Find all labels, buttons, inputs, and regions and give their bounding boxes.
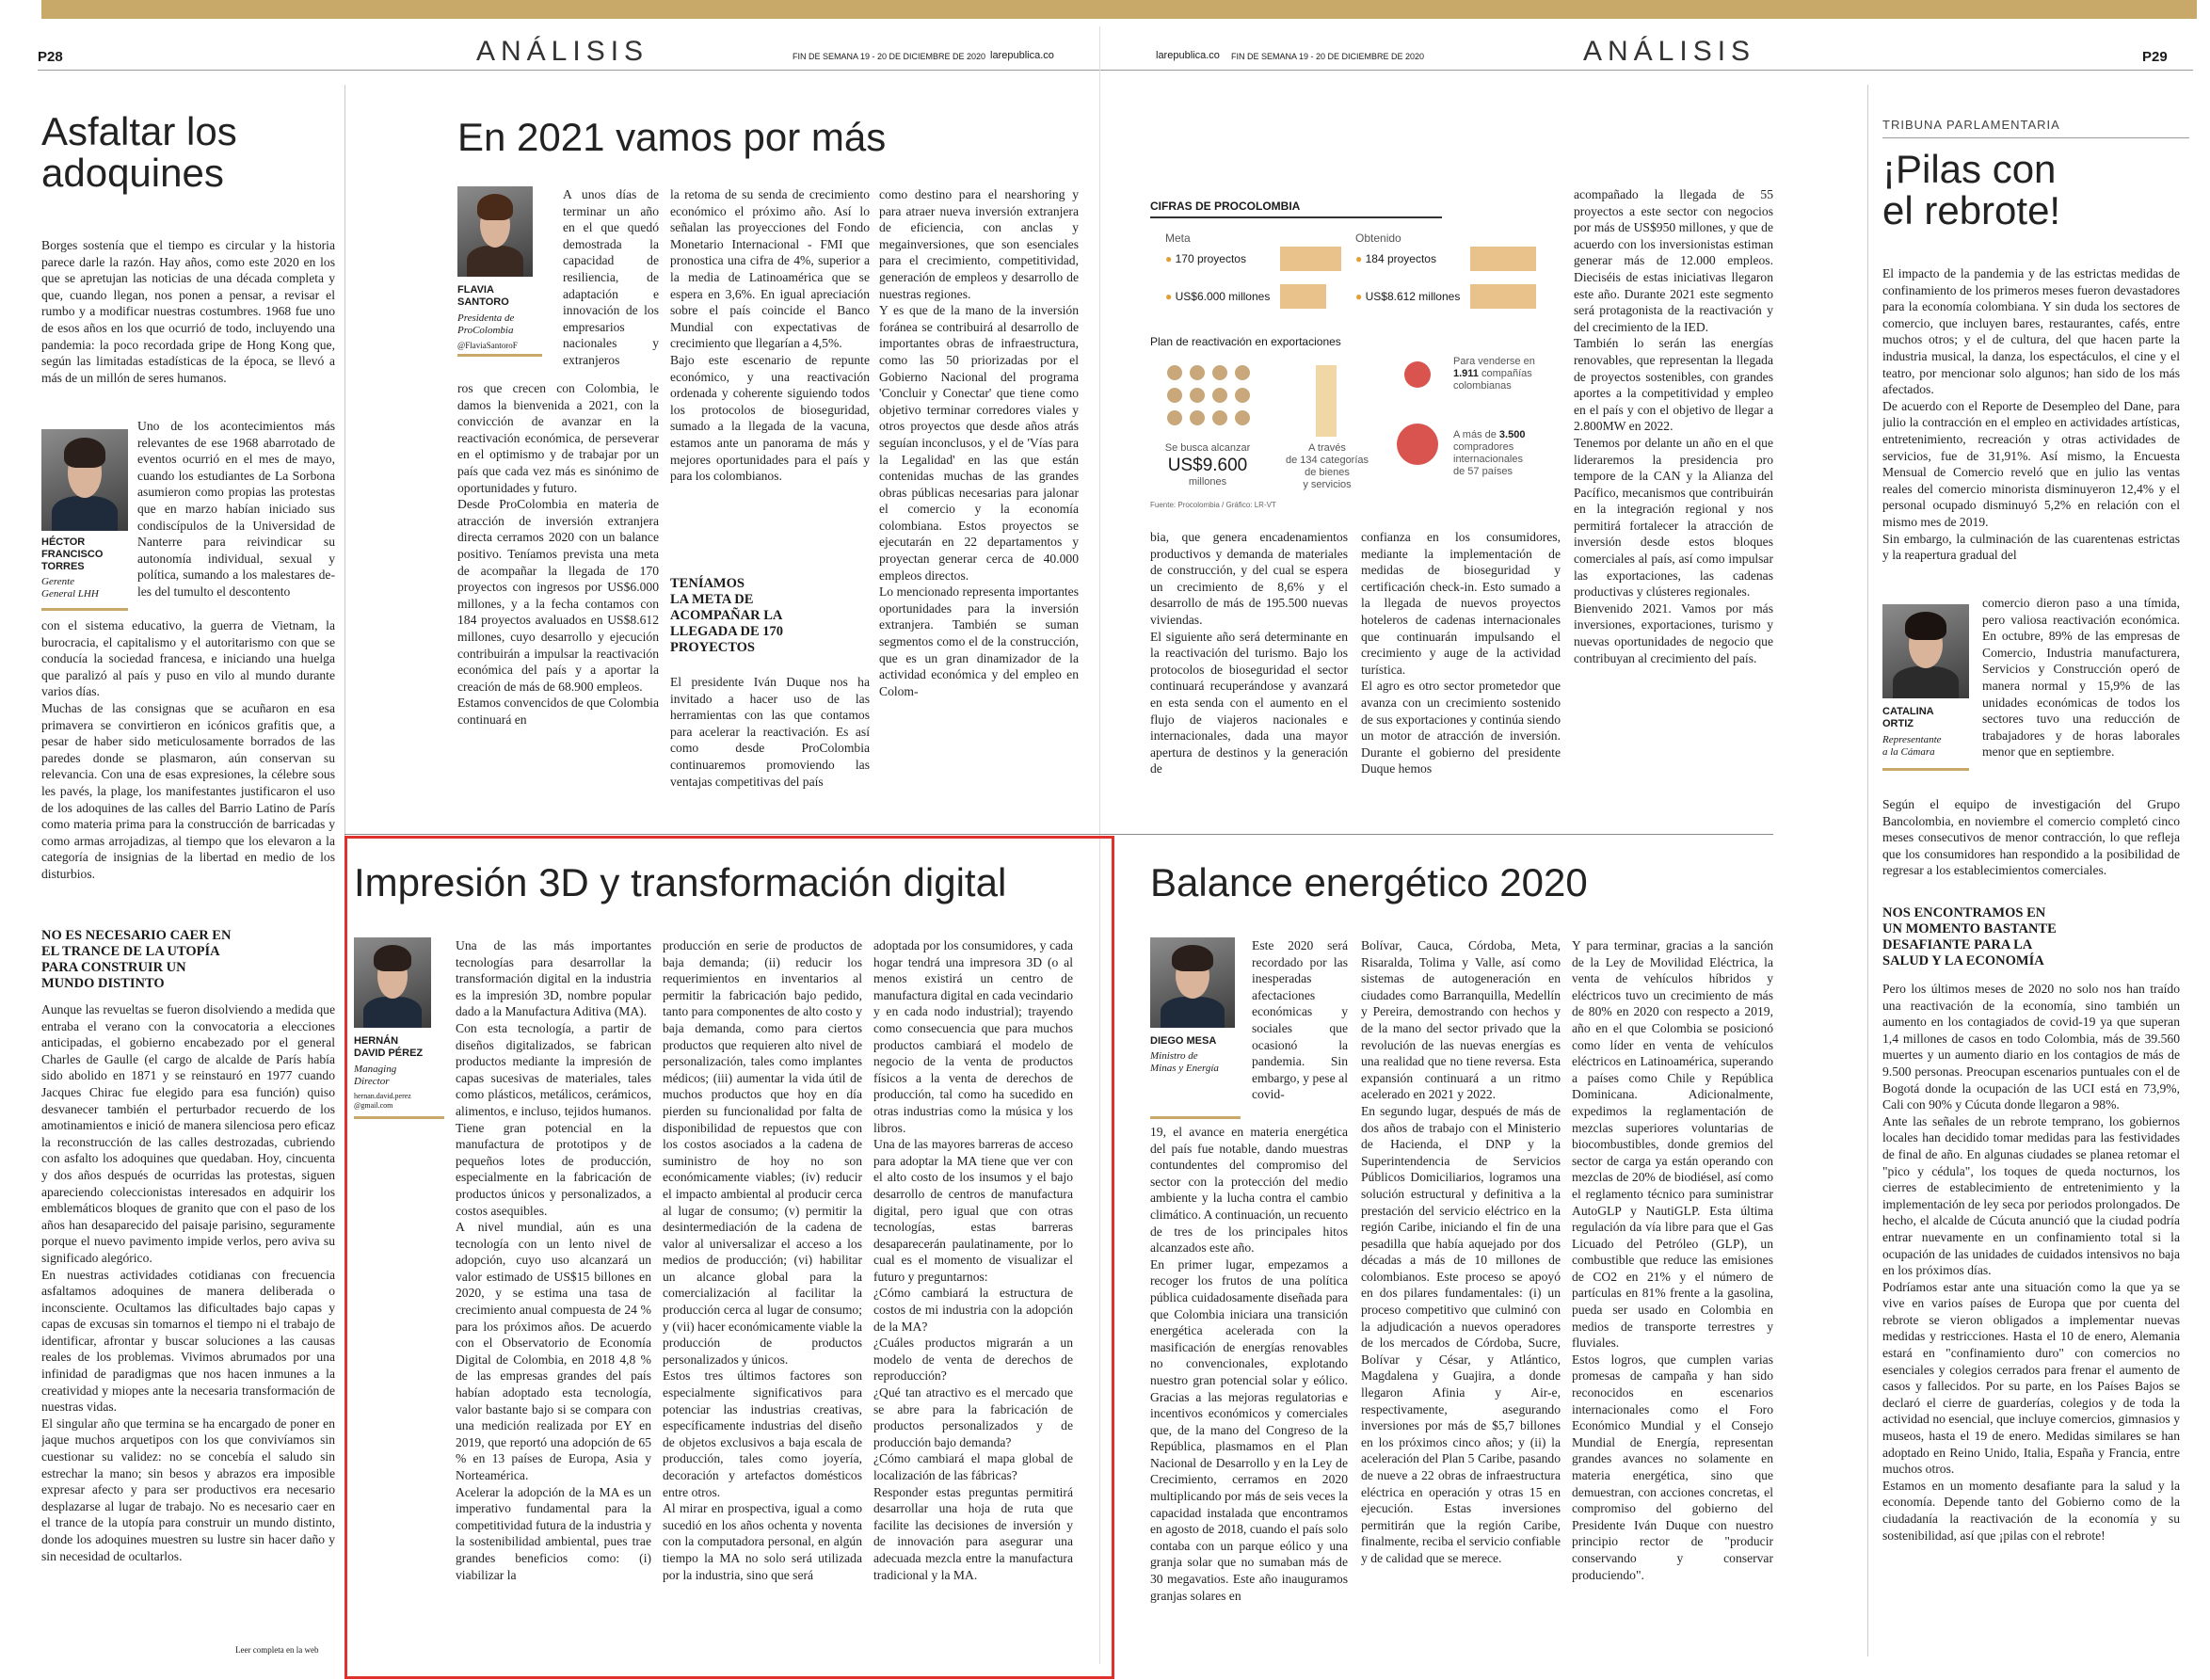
- chart-title-rule: [1150, 216, 1442, 218]
- chart-buyers-dot: [1397, 424, 1438, 465]
- author-rule: [457, 354, 542, 357]
- chart-obt-millones: ● US$8.612 millones: [1355, 290, 1461, 303]
- author-role-hector: Gerente General LHH: [41, 576, 99, 600]
- header-gold-bar: [41, 0, 2197, 19]
- page-number-right: P29: [2142, 49, 2168, 65]
- article-title-pilas: ¡Pilas con el rebrote!: [1882, 147, 2061, 233]
- chart-bar-meta-1: [1280, 284, 1326, 309]
- chart-vender: Para venderse en 1.911 compañías colombianas: [1453, 356, 1535, 392]
- author-name-diego: DIEGO MESA: [1150, 1035, 1217, 1047]
- article-pilas-p3: Según el equipo de investigación del Grupo Bancolombia, en noviembre el comercio completó cinco meses consecutivos de menor contracción, lo que refleja que los consumidores han respondido a la posibilidad de regresar a los establecimientos comerciales.: [1882, 797, 2180, 878]
- coin-icon: [1167, 365, 1182, 380]
- article-pilas-p1: El impacto de la pandemia y de las estrictas medidas de confinamiento de los primeros meses fueron devastadores para la economía colombiana. Y sin duda los sectores de comercio, que incluyen bares, restaurantes, cafés, entre muchos otros; y el de cultura, del que hacen parte la industria musical, la danza, los espectáculos, el cine y el teatro, por mencionar solo algunos; han sido de los más afectados. De acuerdo con el Reporte de Desempleo del Dane, para julio la contracción en el empleo en actividades artísticas, entretenimiento, recreación y otras actividades de servicios, fue de 31,91%. Así mismo, la Encuesta Mensual de Comercio reveló que en julio las ventas reales del comercio minorista disminuyeron 12,4% y el personal ocupado disminuyó 5,2% en relación con el mismo mes de 2019. Sin embargo, la culminación de las cuarentenas estrictas y la reapertura gradual del: [1882, 266, 2180, 563]
- chart-companies-dot: [1404, 361, 1431, 388]
- article-2021-col2: la retoma de su senda de crecimiento económico el próximo año. Así lo señalan las proyecciones del Fondo Monetario Internacional - FMI que pronostica una cifra de 4%, superior a la media de Latinoamérica que se espera en 3,6%. En igual apreciación sobre el país coincide el Banco Mundial con expectativas de crecimiento que llegarían a 4,5%. Bajo este escenario de repunte económico, y una reactivación ordenada y coherente siguiendo todos los protocolos de bioseguridad, sumado a la llegada de la vacuna, estamos ante un panorama de más y mejores oportunidades para el país y para los colombianos.: [670, 187, 870, 484]
- chart-compradores: A más de 3.500 compradores internacionales de 57 países: [1453, 429, 1526, 477]
- section-rule: [344, 834, 1773, 835]
- article-pilas-subhead: NOS ENCONTRAMOS EN UN MOMENTO BASTANTE DESAFIANTE PARA LA SALUD Y LA ECONOMÍA: [1882, 905, 2057, 968]
- author-role-diego: Ministro de Minas y Energía: [1150, 1050, 1219, 1074]
- date-right: FIN DE SEMANA 19 - 20 DE DICIEMBRE DE 2020: [1231, 52, 1425, 61]
- coin-icon: [1235, 388, 1250, 403]
- chart-traves: A través de 134 categorías de bienes y servicios: [1285, 442, 1369, 490]
- author-rule: [1150, 1116, 1241, 1119]
- article-balance-col1: 19, el avance en materia energética del país fue notable, dando muestras contundentes del compromiso del sector con la protección del medio ambiente y la lucha contra el cambio climático. A continuación, un recuento de tres de los principales hitos alcanzados este año. En primer lugar, empezamos a recoger los frutos de una política pública cuidadosamente diseñada para que Colombia iniciara una transición energética acelerada con la masificación de energías renovables no convencionales, explotando nuestro gran potencial solar y eólico. Gracias a las mejoras regulatorias e incentivos económicos y comerciales que, de la mano del Congreso de la República, plasmamos en el Plan Nacional de Desarrollo y en la Ley de Crecimiento, cerramos en 2020 multiplicando por más de seis veces la capacidad instalada que encontramos en agosto de 2018, cuando el país solo contaba con un parque eólico y una granja solar que no sumaban más de 30 megavatios. Este año inauguramos granjas solares en: [1150, 1125, 1348, 1603]
- article-2021-col6: acompañado la llegada de 55 proyectos a este sector con negocios por más de US$950 millones, y que de acuerdo con los inversionistas estiman generar más de 12.000 empleos. Dieciséis de estas iniciativas llegaron este año. Durante 2021 este segmento será protagonista de la reactivación y del crecimiento de la IED. También lo serán las energías renovables, que representan la llegada de proyectos sostenibles, con grandes aportes a la competitividad y empleo en el país y con el objetivo de llegar a 2.800MW en 2022. Tenemos por delante un año en el que lideraremos la presidencia pro tempore de la CAN y la Alianza del Pacífico, mecanismos que contribuirán en la integración regional y nos permitirá fortalecer la atracción de inversión desde estos bloques comerciales al país, así como impulsar las exportaciones, las cadenas productivas y clústeres regionales. Bienvenido 2021. Vamos por más inversiones, exportaciones, turismo y nuevas oportunidades de negocio que contribuyan al crecimiento del país.: [1574, 187, 1773, 665]
- article-balance-col3: Y para terminar, gracias a la sanción de la Ley de Movilidad Eléctrica, la venta de vehículos híbridos y eléctricos tuvo un crecimiento de más de 80% en 2020 con respecto a 2019, año en el que Colombia se posicionó como líder en venta de vehículos eléctricos en Latinoamérica, superando a países como Chile y República Dominicana. Adicionalmente, expedimos la reglamentación de mezclas superiores voluntarias de biocombustibles, donde gremios del sector de carga ya están operando con mezclas de 20% de biodiésel, así como el reglamento técnico para suministrar AutoGLP y NautiGLP. Esta última regulación da vía libre para que el Gas Licuado del Petróleo (GLP), un combustible que reduce las emisiones de CO2 en 21% y el número de partículas en 81% frente a la gasolina, pueda ser usado en Colombia en medios de transporte terrestres y fluviales. Estos logros, que cumplen varias promesas de campaña y han sido reconocidos en escenarios internacionales como el Foro Económico Mundial y el Consejo Mundial de Energía, representan grandes avances no solamente en materia energética, sino que demuestran, con acciones concretas, el compromiso del gobierno del Presidente Iván Duque con nuestro principio rector de "producir conservando y conservar produciendo".: [1572, 938, 1773, 1582]
- author-photo-hector: [41, 429, 128, 531]
- column-divider: [1867, 85, 1868, 1656]
- article-asfaltar-p1: Borges sostenía que el tiempo es circular y la historia parece darle la razón. Hay años, como este 2020 en los que se apretujan las noticias de una década completa y que, cuando llegan, nos ponen a pensar, a revisar el rumbo y a modificar nuestras costumbres. 1968 fue uno de esos años en los que ocurrió de todo, incluyendo una pandemia: la poco recordada gripe de Hong Kong que, según las limitadas estadísticas de la época, se llevó a más de un millón de seres humanos.: [41, 238, 335, 385]
- coin-icon: [1190, 365, 1205, 380]
- author-role-flavia: Presidenta de ProColombia: [457, 312, 515, 336]
- coin-icon: [1190, 388, 1205, 403]
- author-name-catalina: CATALINA ORTIZ: [1882, 706, 1934, 729]
- site-right: larepublica.co: [1156, 50, 1220, 61]
- article-balance-intro: Este 2020 será recordado por las inesperadas afectaciones económicas y sociales que ocasionó la pandemia. Sin embargo, y pese al covid-: [1252, 938, 1348, 1102]
- author-photo-hernan: [354, 937, 431, 1028]
- coin-icon: [1167, 410, 1182, 425]
- chart-meta-millones: ● US$6.000 millones: [1165, 290, 1271, 303]
- chart-obtenido-label: Obtenido: [1355, 232, 1401, 245]
- article-title-3d: Impresión 3D y transformación digital: [354, 860, 1007, 904]
- author-rule: [1882, 768, 1969, 771]
- article-asfaltar-p2: Uno de los acontecimientos más relevantes de ese 1968 abarrotado de eventos ocurrió en el mes de mayo, cuando los estudiantes de La Sorbona asumieron como propias las protestas que en marzo habían iniciado sus condiscípulos de la Universidad de Nanterre para reivindicar su autonomía individual, sexual y política, sumando a los malestares de-les del tumulto el descontento: [137, 419, 335, 599]
- chart-source: Fuente: Procolombia / Gráfico: LR-VT: [1150, 501, 1276, 509]
- author-photo-flavia: [457, 186, 533, 277]
- article-title-2021: En 2021 vamos por más: [457, 115, 887, 159]
- tribuna-rule: [1882, 137, 2189, 138]
- author-handle-flavia: @FlaviaSantoroF: [457, 341, 518, 350]
- chart-title: CIFRAS DE PROCOLOMBIA: [1150, 200, 1301, 213]
- section-title-right: ANÁLISIS: [1583, 36, 1756, 67]
- section-title-left: ANÁLISIS: [476, 36, 649, 67]
- article-2021-col2b: El presidente Iván Duque nos ha invitado a hacer uso de las herramientas con las que contamos para acelerar la reactivación. Es así como desde ProColombia continuaremos promoviendo las ventajas competitivas del país: [670, 675, 870, 789]
- author-rule: [354, 1116, 444, 1119]
- site-left: larepublica.co: [990, 50, 1054, 61]
- author-name-flavia: FLAVIA SANTORO: [457, 284, 509, 308]
- article-3d-col2: producción en serie de productos de baja demanda; (ii) reducir los requerimientos en inventarios al permitir la fabricación bajo pedido, tanto para componentes de alto costo y baja demanda, como para ciertos productos que requieren alto nivel de personalización, tales como implantes médicos; (iii) aumentar la vida útil de muchos productos que hoy en día pierden su funcionalidad por falta de disponibilidad de repuestos que con los costos asociados a la cadena de suministro de hoy no son económicamente viables; (iv) reducir el impacto ambiental al producir cerca al lugar de consumo; (v) permitir la desintermediación de la cadena de valor al universalizar el acceso a los medios de producción; (vi) habilitar un alcance global para la comercialización al facilitar la producción cerca al lugar de consumo; y (vii) hacer económicamente viable la producción de productos personalizados y únicos. Estos tres últimos factores son especialmente significativos para potenciar las industrias creativas, específicamente industrias del diseño de objetos exclusivos a baja escala de producción, tales como joyería, decoración y artefactos domésticos entre otros. Al mirar en prospectiva, igual a como sucedió en los años ochenta y noventa con la computadora personal, en algún tiempo la MA no solo será utilizada por la industria, sino que será: [663, 938, 862, 1582]
- article-title-balance: Balance energético 2020: [1150, 860, 1588, 904]
- article-title-asfaltar: Asfaltar los adoquines: [41, 109, 237, 196]
- chart-meta-proyectos: ● 170 proyectos: [1165, 252, 1246, 265]
- coin-icon: [1167, 388, 1182, 403]
- page-number-left: P28: [38, 49, 63, 65]
- coin-icon: [1212, 410, 1227, 425]
- author-name-hernan: HERNÁN DAVID PÉREZ: [354, 1035, 424, 1059]
- article-3d-col1: Una de las más importantes tecnologías para desarrollar la transformación digital en la industria es la impresión 3D, nombre popular dado a la Manufactura Aditiva (MA). Con esta tecnología, a partir de diseños digitalizados, se fabrican productos mediante la impresión de capas sucesivas de materiales, tales como plásticos, metálicos, cerámicos, alimentos, e incluso, tejidos humanos. Tiene gran potencial en la manufactura de prototipos y de pequeños lotes de producción, especialmente en la fabricación de productos únicos y personalizados, a costos asequibles. A nivel mundial, aún es una tecnología con un lento nivel de adopción, cuyo uso alcanzará un valor estimado de US$15 billones en 2020, y se estima una tasa de crecimiento anual compuesta de 24 % para los próximos años. De acuerdo con el Observatorio de Economía Digital de Colombia, en 2018 4,8 % de las empresas grandes del país habían adoptado esta tecnología, valor bastante bajo si se compara con una medición realizada por EY en 2019, que reportó una adopción de 65 % en 13 países de Europa, Asia y Norteamérica. Acelerar la adopción de la MA es un imperativo fundamental para la competitividad futura de la industria y la sostenibilidad ambiental, pues trae grandes beneficios como: (i) viabilizar la: [456, 938, 651, 1582]
- read-more-link[interactable]: Leer completa en la web: [235, 1645, 319, 1655]
- chart-categories-bar: [1316, 365, 1337, 437]
- tribuna-label: TRIBUNA PARLAMENTARIA: [1882, 118, 2060, 132]
- chart-obt-proyectos: ● 184 proyectos: [1355, 252, 1436, 265]
- chart-bar-obtenido-1: [1470, 284, 1536, 309]
- article-asfaltar-p4: Aunque las revueltas se fueron disolviendo a medida que entraba el verano con la convocatoria a elecciones anticipadas, el gobierno encabezado por el general Charles de Gaulle (el cargo de alcalde de París había sido abolido en 1871 y se reinstauró en 1977 cuando Jacques Chirac fue elegido para esa función) quiso desvanecer también el perturbador recuerdo de los amotinamientos e inició de manera silenciosa pero eficaz la reconstrucción de las calles destrozadas, cubriendo con asfalto los adoquines que quedaban. Hoy, cincuenta y dos años después de ocurridas las protestas, siguen apareciendo coleccionistas interesados en adquirir los emblemáticos bloques de granito que con el paso de los años han desaparecido del paisaje parisino, seguramente porque el nuevo pavimento impide verlos, pero aviva su significado alegórico. En nuestras actividades cotidianas con frecuencia asfaltamos adoquines de manera deliberada o inconsciente. Ocultamos las dificultades bajo capas y capas de excusas sin tomarnos el tiempo ni el trabajo de identificar, afrontar y buscar soluciones a las causas reales de los problemas. Vivimos abrumados por una infinidad de paradigmas que nos hacen inmunes a la creatividad y miopes ante la necesaria transformación de nuestras vidas. El singular año que termina se ha encargado de poner en jaque muchos arquetipos con los que convivíamos sin cuestionar su validez: no se concebía el saludo sin estrechar la mano; sin besos y abrazos era imposible expresar afecto y para ser productivos era necesario desplazarse al lugar de trabajo. No es necesario caer en el trance de la utopía para construir un mundo distinto, donde los adoquines muestren su lustre sin hacer daño y sin necesidad de ocultarlos.: [41, 1002, 335, 1563]
- article-asfaltar-subhead: NO ES NECESARIO CAER EN EL TRANCE DE LA UTOPÍA PARA CONSTRUIR UN MUNDO DISTINTO: [41, 928, 232, 991]
- author-email-hernan: hernan.david.perez @gmail.com: [354, 1092, 411, 1110]
- date-left: FIN DE SEMANA 19 - 20 DE DICIEMBRE DE 2020: [793, 52, 986, 61]
- header-rule: [38, 70, 2193, 71]
- author-name-hector: HÉCTOR FRANCISCO TORRES: [41, 536, 104, 572]
- chart-busca-unit: millones: [1188, 476, 1227, 488]
- article-2021-col4: bia, que genera encadenamientos productivos y demanda de materiales de construcción, y del cual se espera un crecimiento de 8,6% y el desarrollo de más de 195.500 nuevas viviendas. El siguiente año será determinante en la reactivación del turismo. Bajo los protocolos de bioseguridad el sector continuará recuperándose y avanzará en esta senda con el aumento en el flujo de viajeros nacionales e internacionales, dada una mayor apertura de destinos y la generación de: [1150, 530, 1348, 776]
- chart-busca: Se busca alcanzar: [1164, 442, 1251, 454]
- author-photo-diego: [1150, 937, 1235, 1028]
- chart-bar-meta-0: [1280, 247, 1341, 271]
- article-pilas-p4: Pero los últimos meses de 2020 no solo nos han traído una reactivación de la economía, sino también un aumento en los contagiados de covid-19 ya que superan 1,4 millones de casos en todo Colombia, más de 39.560 muertes y un aumento diario en los contagios de más de 9.500 personas. Preocupan escenarios puntuales con el de Bogotá donde la ocupación de las UCI está en 73,9%, Cali con 90% y Cúcuta donde llegaron a 98%. Ante las señales de un rebrote temprano, los gobiernos locales han decidido tomar medidas para las festividades de final de año. En algunas ciudades se planea retomar el "pico y cédula", los toques de queda nocturnos, los cierres de establecimiento de entretenimiento y la implementación de ley seca por periodos prolongados. De hecho, el alcalde de Cúcuta anunció que la ciudad podría entrar nuevamente en un confinamiento total si la ocupación de las unidades de cuidados intensivos no baja en los próximos días. Podríamos estar ante una situación como la que ya se vive en varios países de Europa que por cuenta del rebrote se vieron obligados a implementar nuevas medidas y restricciones. Hasta el 10 de enero, Alemania estará en "confinamiento duro" con comercios no esenciales y colegios cerrados para frenar el aumento de casos y fallecidos. Por su parte, en los Países Bajos se declaró el cierre de guarderías, colegios y de toda la actividad no esencial, que incluye comercios, gimnasios y museos, hasta el 19 de enero. Medidas similares se han adoptado en Reino Unido, Italia, España y Francia, entre muchos otros. Estamos en un momento desafiante para la salud y la economía. Depende tanto del Gobierno como de la ciudadanía la reactivación de la economía y su sostenibilidad, así que ¡pilas con el rebrote!: [1882, 982, 2180, 1543]
- chart-meta-label: Meta: [1165, 232, 1191, 245]
- article-balance-col2: Bolívar, Cauca, Córdoba, Meta, Risaralda, Tolima y Valle, así como sistemas de autogeneración en ciudades como Barranquilla, Medellín y Pereira, demostrando con hechos y de la mano del sector privado que la revolución de las nuevas energías es una realidad que no tiene reversa. Esta expansión continuará a un ritmo acelerado en 2021 y 2022. En segundo lugar, después de más de dos años de trabajo con el Ministerio de Hacienda, el DNP y la Superintendencia de Servicios Públicos Domiciliarios, logramos una solución estructural y definitiva a la prestación del servicio eléctrico en la región Caribe, iniciando el fin de una pesadilla que había aquejado por dos décadas a más de 10 millones de colombianos. Este proceso se apoyó en dos pilares fundamentales: (i) un proceso competitivo que culminó con la adjudicación a nuevos operadores de los mercados de Córdoba, Sucre, Bolívar y César, y Atlántico, Magdalena y Guajira, a donde llegaron Afinia y Air-e, respectivamente, asegurando inversiones por más de $5,7 billones en los próximos cinco años; y (ii) la aceleración del Plan 5 Caribe, pasando de nueve a 22 obras de infraestructura eléctrica en operación y otras 15 en ejecución. Estas inversiones permitirán que la región Caribe, finalmente, reciba el servicio confiable y de calidad que se merece.: [1361, 938, 1561, 1565]
- article-pilas-p2: comercio dieron paso a una tímida, pero valiosa reactivación económica. En octubre, 89% de las empresas de Comercio, Industria manufacturera, Servicios y Construcción operó de manera normal y 15,9% de las unidades económicas de todos los sectores tuvo una reducción de trabajadores y de horas laborales menor que en septiembre.: [1982, 596, 2180, 760]
- author-rule: [41, 608, 128, 611]
- author-role-catalina: Representante a la Cámara: [1882, 734, 1942, 758]
- coin-icon: [1212, 365, 1227, 380]
- article-2021-pullquote: TENÍAMOS LA META DE ACOMPAÑAR LA LLEGADA DE 170 PROYECTOS: [670, 576, 784, 655]
- chart-bar-obtenido-0: [1470, 247, 1536, 271]
- coin-icon: [1235, 365, 1250, 380]
- author-role-hernan: Managing Director: [354, 1064, 397, 1087]
- coin-icon: [1212, 388, 1227, 403]
- chart-plan-title: Plan de reactivación en exportaciones: [1150, 335, 1341, 348]
- article-2021-col3: como destino para el nearshoring y para atraer nueva inversión extranjera de eficiencia, con anclas y megainversiones, que son esenciales para el crecimiento, competitividad, generación de empleos y desarrollo de nuestras regiones. Y es que de la mano de la inversión foránea se contribuirá al desarrollo de importantes obras de infraestructura, como las 50 priorizadas por el Gobierno Nacional del programa 'Concluir y Conectar' que tiene como objetivo terminar corredores viales y otros proyectos que desde años atrás seguían inconclusos, y el de 'Vías para la Legalidad' en las que están contenidas muchas de las grandes obras públicas necesarias para jalonar el comercio y la economía colombiana. Estos proyectos se ejecutarán en 22 departamentos y proyectan generar cerca de 40.000 empleos directos. Lo mencionado representa importantes oportunidades para la inversión extranjera. También se suman segmentos como el de la construcción, que es un gran dinamizador de la actividad económica y del empleo en Colom-: [879, 187, 1079, 698]
- author-photo-catalina: [1882, 604, 1969, 698]
- article-3d-col3: adoptada por los consumidores, y cada hogar tendrá una impresora 3D (o al menos existirá un centro de manufactura digital en cada vecindario y en cada nodo industrial); trayendo como consecuencia que para muchos productos cambiará el modelo de negocio de la venta de productos físicos a la venta de derechos de producción, tal como ha sucedido en otras industrias como la música y los libros. Una de las mayores barreras de acceso para adoptar la MA tiene que ver con el alto costo de los insumos y el bajo desarrollo de centros de manufactura digital, pero igual que con otras tecnologías, estas barreras desaparecerán paulatinamente, por lo cual es el momento de visualizar el futuro y preguntarnos: ¿Cómo cambiará la estructura de costos de mi industria con la adopción de la MA? ¿Cuáles productos migrarán a un modelo de venta de derechos de reproducción? ¿Qué tan atractivo es el mercado que se abre para la fabricación de productos personalizados y de producción bajo demanda? ¿Cómo cambiará el mapa global de localización de las fábricas? Responder estas preguntas permitirá desarrollar una hoja de ruta que facilite las decisiones de inversión y de innovación para asegurar una adecuada mezcla entre la manufactura tradicional y la MA.: [873, 938, 1073, 1582]
- article-2021-col1: ros que crecen con Colombia, le damos la bienvenida a 2021, con la convicción de avanzar en la reactivación económica, de perseverar en el optimismo y de trabajar por un país que cada vez más es sinónimo de oportunidades y futuro. Desde ProColombia en materia de atracción de inversión extranjera directa cerramos 2020 con un balance positivo. Teníamos prevista una meta de acompañar la llegada de 170 proyectos con ingresos por US$6.000 millones, y a la fecha contamos con 184 proyectos avaluados en US$8.612 millones, cuyo desarrollo y ejecución contribuirán a impulsar la reactivación económica del país y a aportar la creación de más de 68.900 empleos. Estamos convencidos de que Colombia continuará en: [457, 381, 659, 727]
- chart-busca-value: US$9.600: [1167, 456, 1248, 475]
- article-2021-col5: confianza en los consumidores, mediante la implementación de medidas de bioseguridad y certificación check-in. Esto sumado a la llegada de nuevos proyectos hoteleros de cadenas internacionales que continuarán impulsando el crecimiento y auge de la actividad turística. El agro es otro sector prometedor que avanza con un crecimiento sostenido de sus exportaciones y continúa siendo un motor de atracción de inversión. Durante el gobierno del presidente Duque hemos: [1361, 530, 1561, 776]
- article-2021-intro: A unos días de terminar un año en el que quedó demostrada la capacidad de resiliencia, de adaptación e innovación de los empresarios nacionales y extranjeros: [563, 187, 659, 367]
- article-asfaltar-p3: con el sistema educativo, la guerra de Vietnam, la burocracia, el capitalismo y el autoritarismo con que se conducía la sociedad francesa, e iniciando una huelga que paralizó al país y puso en vilo al mundo durante varios días. Muchas de las consignas que se acuñaron en esa primavera se convirtieron en icónicos grafitis que, a pesar de haber sido meticulosamente borrados de las paredes donde se plasmaron, aún conservan su relevancia. Con una de esas expresiones, la célebre sous les pavés, la plage, los manifestantes justificaron el uso de los adoquines de las calles del Barrio Latino de París como materia prima para la construcción de barricadas y como armas arrojadizas, al tiempo que los elevaron a la categoría de insignias de la libertad en medio de los disturbios.: [41, 618, 335, 881]
- coin-icon: [1190, 410, 1205, 425]
- coin-icon: [1235, 410, 1250, 425]
